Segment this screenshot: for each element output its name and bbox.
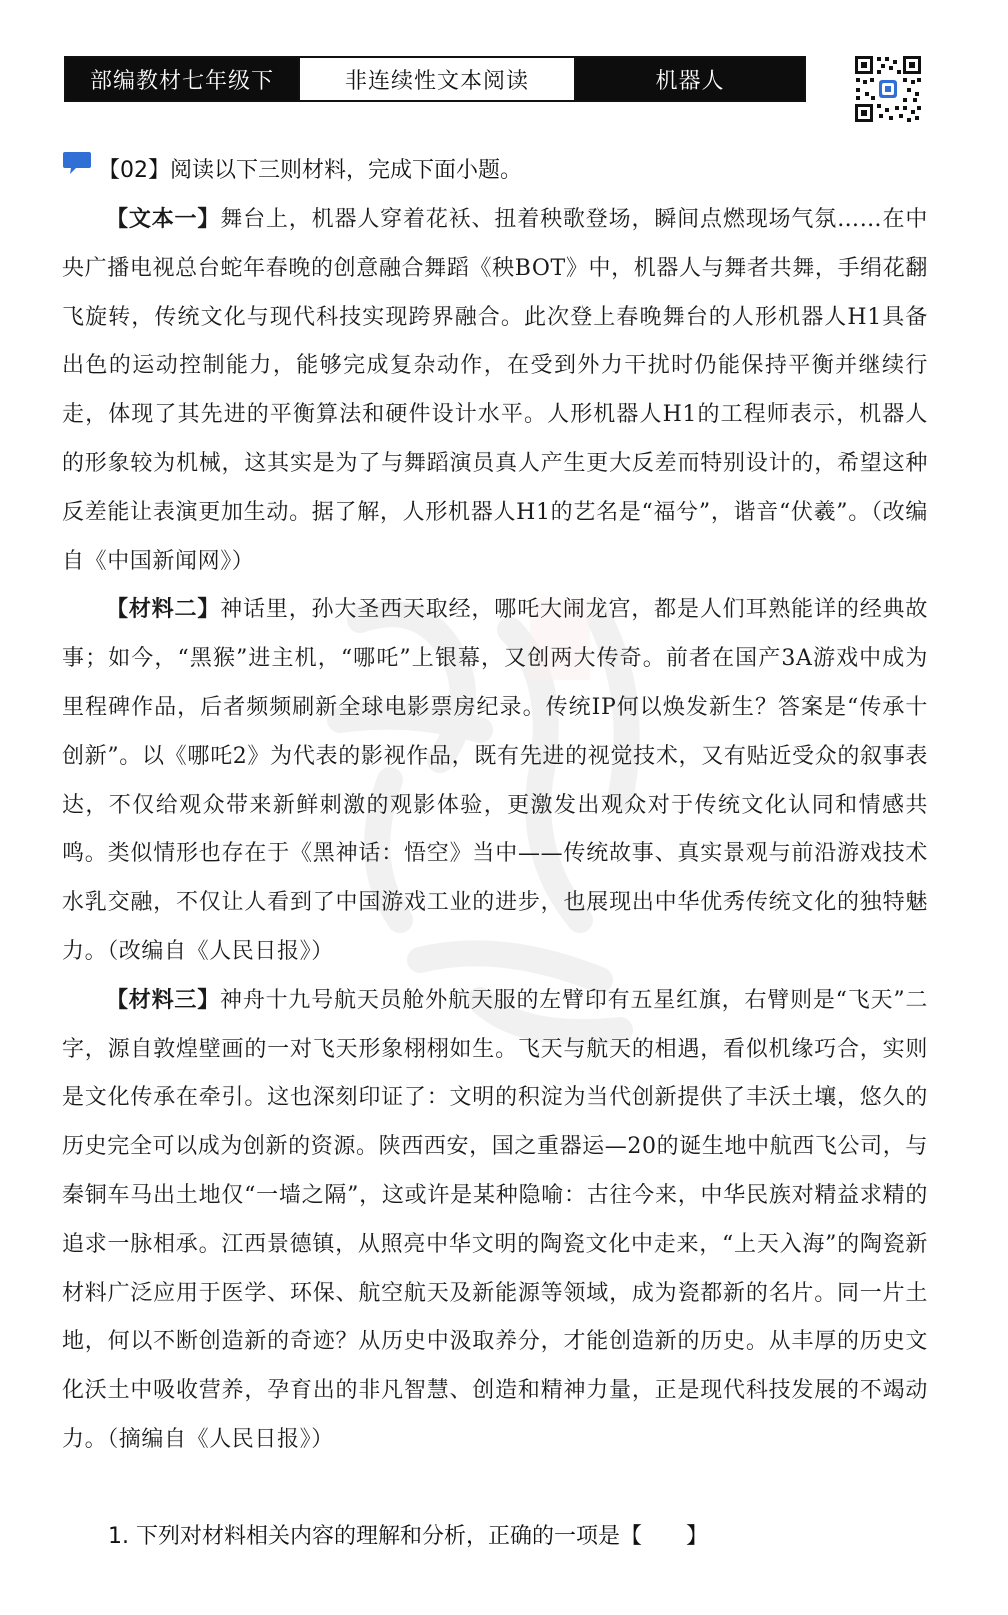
material-2 — [62, 586, 928, 976]
header-bar — [64, 56, 806, 102]
qr-code-icon — [853, 54, 923, 124]
material-2-tag: 【材料二】 — [106, 597, 221, 623]
speech-bubble-icon — [62, 150, 92, 176]
material-3-tag: 【材料三】 — [106, 987, 221, 1013]
question-1: 1. 下列对材料相关内容的理解和分析，正确的一项是【 】 — [108, 1524, 708, 1549]
material-1-tag: 【文本一】 — [106, 207, 221, 232]
question-title-text: 【02】阅读以下三则材料，完成下面小题。 — [98, 157, 522, 183]
header-theme-label: 机器人 — [576, 58, 804, 100]
material-2-text: 神话里，孙大圣西天取经，哪吒大闹龙宫，都是人们耳熟能详的经典故事；如今，“黑猴”进主机，“哪吒”上银幕，又创两大传奇。前者在国产3A游戏中成为里程碑作品，后者频频刷新全球电影票房纪录。传统IP何以焕发新生？答案是“传承十创新”。以《哪吒2》为代表的影视作品，既有先进的视觉技术，又有贴近受众的叙事表达，不仅给观众带来新鲜刺激的观影体验，更激发出观众对于传统文化认同和情感共鸣。类似情形也存在于《黑神话：悟空》当中——传统故事、真实景观与前沿游戏技术水乳交融，不仅让人看到了中国游戏工业的进步，也展现出中华优秀传统文化的独特魅力。（改编自《人民日报》） — [62, 597, 928, 964]
material-3-text: 神舟十九号航天员舱外航天服的左臂印有五星红旗，右臂则是“飞天”二字，源自敦煌壁画的一对飞天形象栩栩如生。飞天与航天的相遇，看似机缘巧合，实则是文化传承在牵引。这也深刻印证了：文明的积淀为当代创新提供了丰沃土壤，悠久的历史完全可以成为创新的资源。陕西西安，国之重器运—20的诞生地中航西飞公司，与秦铜车马出土地仅“一墙之隔”，这或许是某种隐喻：古往今来，中华民族对精益求精的追求一脉相承。江西景德镇，从照亮中华文明的陶瓷文化中走来，“上天入海”的陶瓷新材料广泛应用于医学、环保、航空航天及新能源等领域，成为瓷都新的名片。同一片土地，何以不断创造新的奇迹？从历史中汲取养分，才能创造新的历史。从丰厚的历史文化沃土中吸收营养，孕育出的非凡智慧、创造和精神力量，正是现代科技发展的不竭动力。（摘编自《人民日报》） — [62, 987, 928, 1452]
material-1-text: 舞台上，机器人穿着花袄、扭着秧歌登场，瞬间点燃现场气氛……在中央广播电视总台蛇年春晚的创意融合舞蹈《秧BOT》中，机器人与舞者共舞，手绢花翻飞旋转，传统文化与现代科技实现跨界融合。此次登上春晚舞台的人形机器人H1具备出色的运动控制能力，能够完成复杂动作，在受到外力干扰时仍能保持平衡并继续行走，体现了其先进的平衡算法和硬件设计水平。人形机器人H1的工程师表示，机器人的形象较为机械，这其实是为了与舞蹈演员真人产生更大反差而特别设计的，希望这种反差能让表演更加生动。据了解，人形机器人H1的艺名是“福兮”，谐音“伏羲”。（改编自《中国新闻网》） — [62, 207, 928, 574]
header-grade-label: 部编教材七年级下 — [66, 58, 298, 100]
material-1 — [62, 196, 928, 586]
question-title — [62, 148, 942, 188]
header-topic-label: 非连续性文本阅读 — [298, 58, 576, 100]
material-3 — [62, 977, 928, 1465]
materials-body — [62, 196, 928, 1465]
